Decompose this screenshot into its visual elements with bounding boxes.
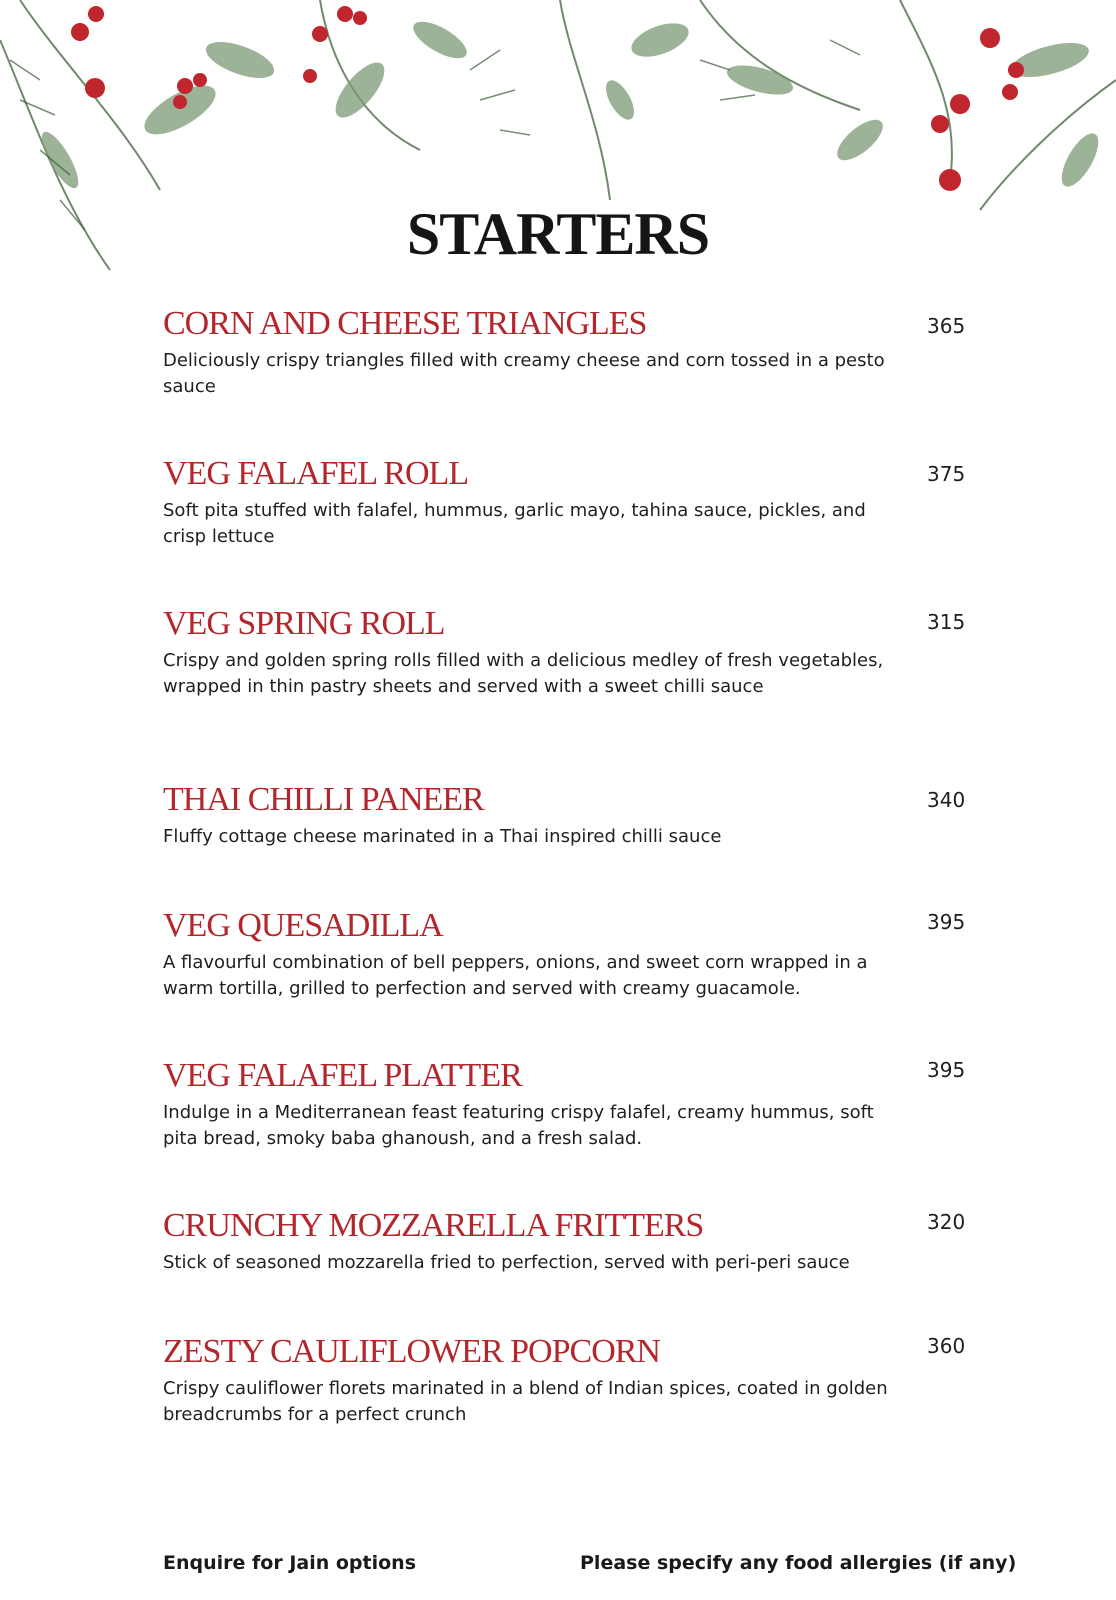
- item-description: Indulge in a Mediterranean feast featuring crispy falafel, creamy hummus, soft pita bread, smoky baba ghanoush, and a fresh salad.: [163, 1102, 874, 1149]
- item-description: Stick of seasoned mozzarella fried to perfection, served with peri-peri sauce: [163, 1252, 850, 1273]
- item-name: CRUNCHY MOZZARELLA FRITTERS: [163, 1207, 704, 1244]
- section-title: STARTERS: [406, 201, 710, 267]
- menu-item: [163, 454, 983, 550]
- menu-item: [163, 304, 983, 400]
- item-name: CORN AND CHEESE TRIANGLES: [163, 305, 647, 342]
- item-description: A flavourful combination of bell peppers, onions, and sweet corn wrapped in a warm tortilla, grilled to perfection and served with creamy guacamole.: [163, 952, 868, 999]
- item-name: VEG SPRING ROLL: [163, 605, 445, 642]
- item-name: VEG FALAFEL PLATTER: [163, 1057, 522, 1094]
- menu-item: [163, 604, 983, 700]
- item-price: 360: [927, 1334, 966, 1358]
- menu-item: [163, 906, 983, 1002]
- item-price: 365: [927, 314, 966, 338]
- item-name: THAI CHILLI PANEER: [163, 781, 484, 818]
- jain-options-note: Enquire for Jain options: [163, 1552, 417, 1574]
- item-price: 315: [927, 610, 966, 634]
- menu-item: [163, 780, 983, 850]
- item-description: Crispy cauliflower florets marinated in a blend of Indian spices, coated in golden breadcrumbs for a perfect crunch: [163, 1378, 888, 1425]
- item-name: VEG QUESADILLA: [163, 907, 443, 944]
- item-price: 395: [927, 1058, 966, 1082]
- menu-item: [163, 1332, 983, 1428]
- item-price: 320: [927, 1210, 966, 1234]
- item-description: Soft pita stuffed with falafel, hummus, garlic mayo, tahina sauce, pickles, and crisp lettuce: [163, 500, 866, 547]
- item-description: Fluffy cottage cheese marinated in a Thai inspired chilli sauce: [163, 826, 722, 847]
- menu-item: [163, 1206, 983, 1276]
- item-price: 340: [927, 788, 966, 812]
- item-description: Crispy and golden spring rolls filled with a delicious medley of fresh vegetables, wrapped in thin pastry sheets and served with a sweet chilli sauce: [163, 650, 884, 697]
- item-name: ZESTY CAULIFLOWER POPCORN: [163, 1333, 660, 1370]
- menu-item: [163, 1056, 983, 1152]
- item-name: VEG FALAFEL ROLL: [163, 455, 469, 492]
- item-price: 395: [927, 910, 966, 934]
- item-price: 375: [927, 462, 966, 486]
- item-description: Deliciously crispy triangles filled with creamy cheese and corn tossed in a pesto sauce: [163, 350, 885, 397]
- allergy-note: Please specify any food allergies (if any): [580, 1552, 1017, 1574]
